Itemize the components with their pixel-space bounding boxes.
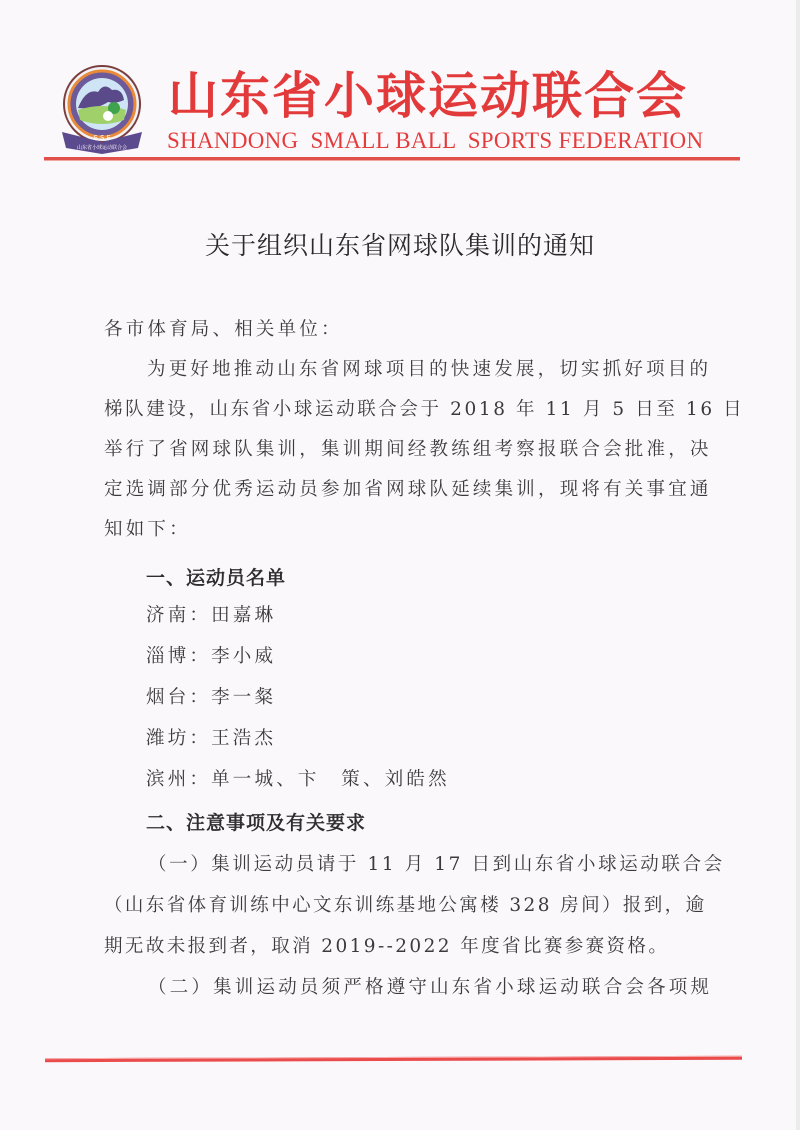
requirement-line: （二）集训运动员须严格遵守山东省小球运动联合会各项规 (148, 977, 713, 998)
org-name-cn: 山东省小球运动联合会 (168, 66, 688, 125)
athlete-row-zibo (146, 644, 276, 670)
intro-line: 梯队建设，山东省小球运动联合会于 2018 年 11 月 5 日至 16 日 (104, 399, 745, 420)
athlete-names: 王浩杰 (211, 728, 277, 749)
salutation: 各市体育局、相关单位： (104, 319, 343, 340)
athlete-row-binzhou (146, 767, 450, 793)
section-heading-requirements: 二、注意事项及有关要求 (146, 812, 367, 834)
city-label: 潍坊： (146, 728, 212, 749)
header-divider (44, 157, 740, 161)
intro-line: 知如下： (104, 519, 191, 540)
athlete-names: 李小威 (211, 646, 277, 667)
intro-line: 定选调部分优秀运动员参加省网球队延续集训，现将有关事宜通 (104, 479, 712, 500)
athlete-row-jinan (146, 603, 276, 629)
requirement-line: 期无故未报到者，取消 2019--2022 年度省比赛参赛资格。 (104, 936, 670, 957)
requirement-line: （山东省体育训练中心文东训练基地公寓楼 328 房间）报到，逾 (104, 895, 707, 916)
federation-logo-icon (52, 60, 152, 160)
svg-text:S S F: S S F (93, 134, 111, 142)
requirement-line: （一）集训运动员请于 11 月 17 日到山东省小球运动联合会 (148, 854, 725, 875)
section-heading-athletes: 一、运动员名单 (146, 567, 287, 589)
org-name-en: SHANDONG SMALL BALL SPORTS FEDERATION (167, 128, 704, 153)
athlete-names: 单一城、卞 策、刘皓然 (211, 769, 450, 790)
city-label: 济南： (146, 605, 212, 626)
svg-text:山东省小球运动联合会: 山东省小球运动联合会 (76, 145, 128, 151)
page-edge (796, 0, 800, 1130)
athlete-row-weifang (146, 726, 276, 752)
athlete-row-yantai (146, 685, 276, 711)
athlete-names: 田嘉琳 (211, 605, 277, 626)
intro-line: 举行了省网球队集训，集训期间经教练组考察报联合会批准，决 (104, 439, 712, 460)
footer-divider (45, 1056, 742, 1062)
city-label: 淄博： (146, 646, 212, 667)
city-label: 烟台： (146, 687, 212, 708)
intro-line: 为更好地推动山东省网球项目的快速发展，切实抓好项目的 (147, 359, 712, 380)
athlete-names: 李一粲 (211, 687, 277, 708)
city-label: 滨州： (146, 769, 212, 790)
document-title: 关于组织山东省网球队集训的通知 (204, 231, 595, 260)
